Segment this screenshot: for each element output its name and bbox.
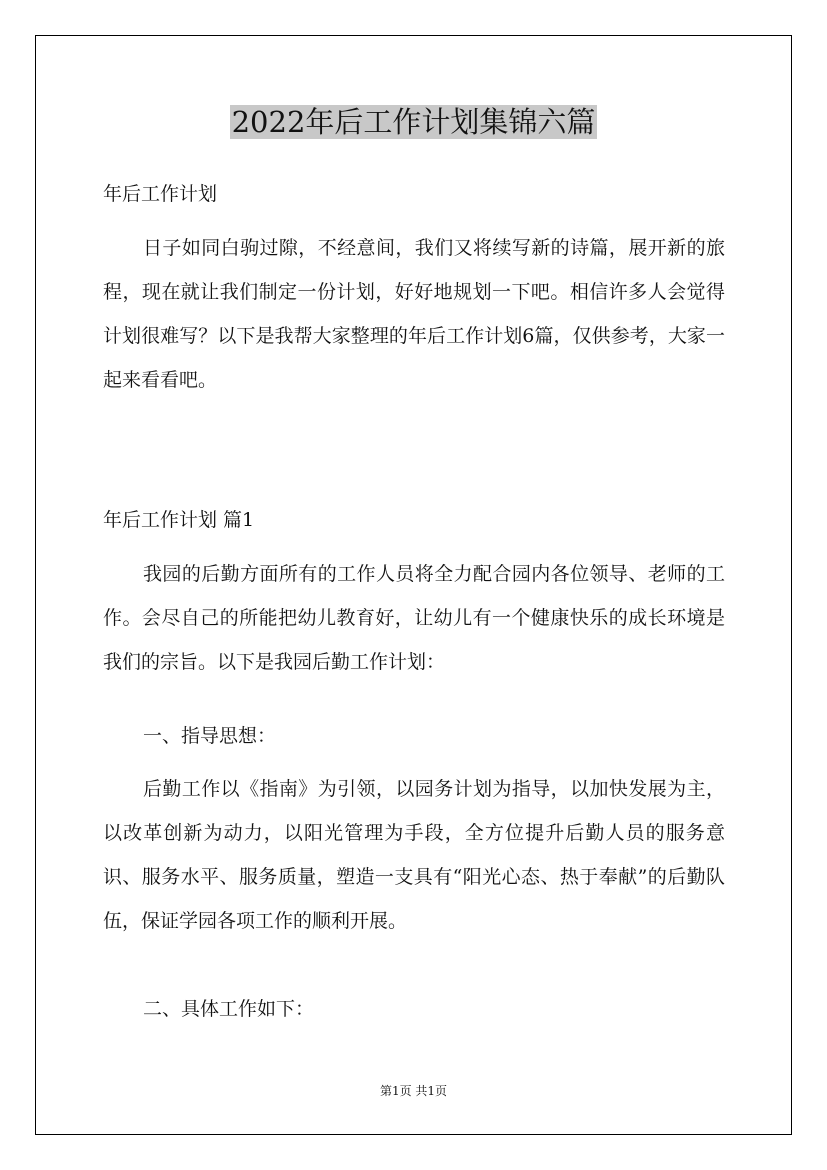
chapter-paragraph-1: 我园的后勤方面所有的工作人员将全力配合园内各位领导、老师的工作。会尽自己的所能把幼儿教育好，让幼儿有一个健康快乐的成长环境是我们的宗旨。以下是我园后勤工作计划： <box>103 563 725 673</box>
intro-paragraph: 日子如同白驹过隙，不经意间，我们又将续写新的诗篇，展开新的旅程，现在就让我们制定一份计划，好好地规划一下吧。相信许多人会觉得计划很难写？以下是我帮大家整理的年后工作计划6篇，仅供参考，大家一起来看看吧。 <box>103 237 725 391</box>
document-title-text: 2022年后工作计划集锦六篇 <box>231 105 596 139</box>
page-footer: 第1页 共1页 <box>379 1084 448 1098</box>
document-title <box>0 100 827 144</box>
chapter-heading: 年后工作计划 篇1 <box>103 509 255 531</box>
subheading-specific-work: 二、具体工作如下： <box>143 998 315 1020</box>
subheading-guiding-ideology: 一、指导思想： <box>143 725 277 747</box>
section-heading: 年后工作计划 <box>103 183 218 205</box>
chapter-paragraph-2: 后勤工作以《指南》为引领，以园务计划为指导，以加快发展为主，以改革创新为动力，以阳光管理为手段，全方位提升后勤人员的服务意识、服务水平、服务质量，塑造一支具有“阳光心态、热于奉献”的后勤队伍，保证学园各项工作的顺利开展。 <box>103 778 725 932</box>
